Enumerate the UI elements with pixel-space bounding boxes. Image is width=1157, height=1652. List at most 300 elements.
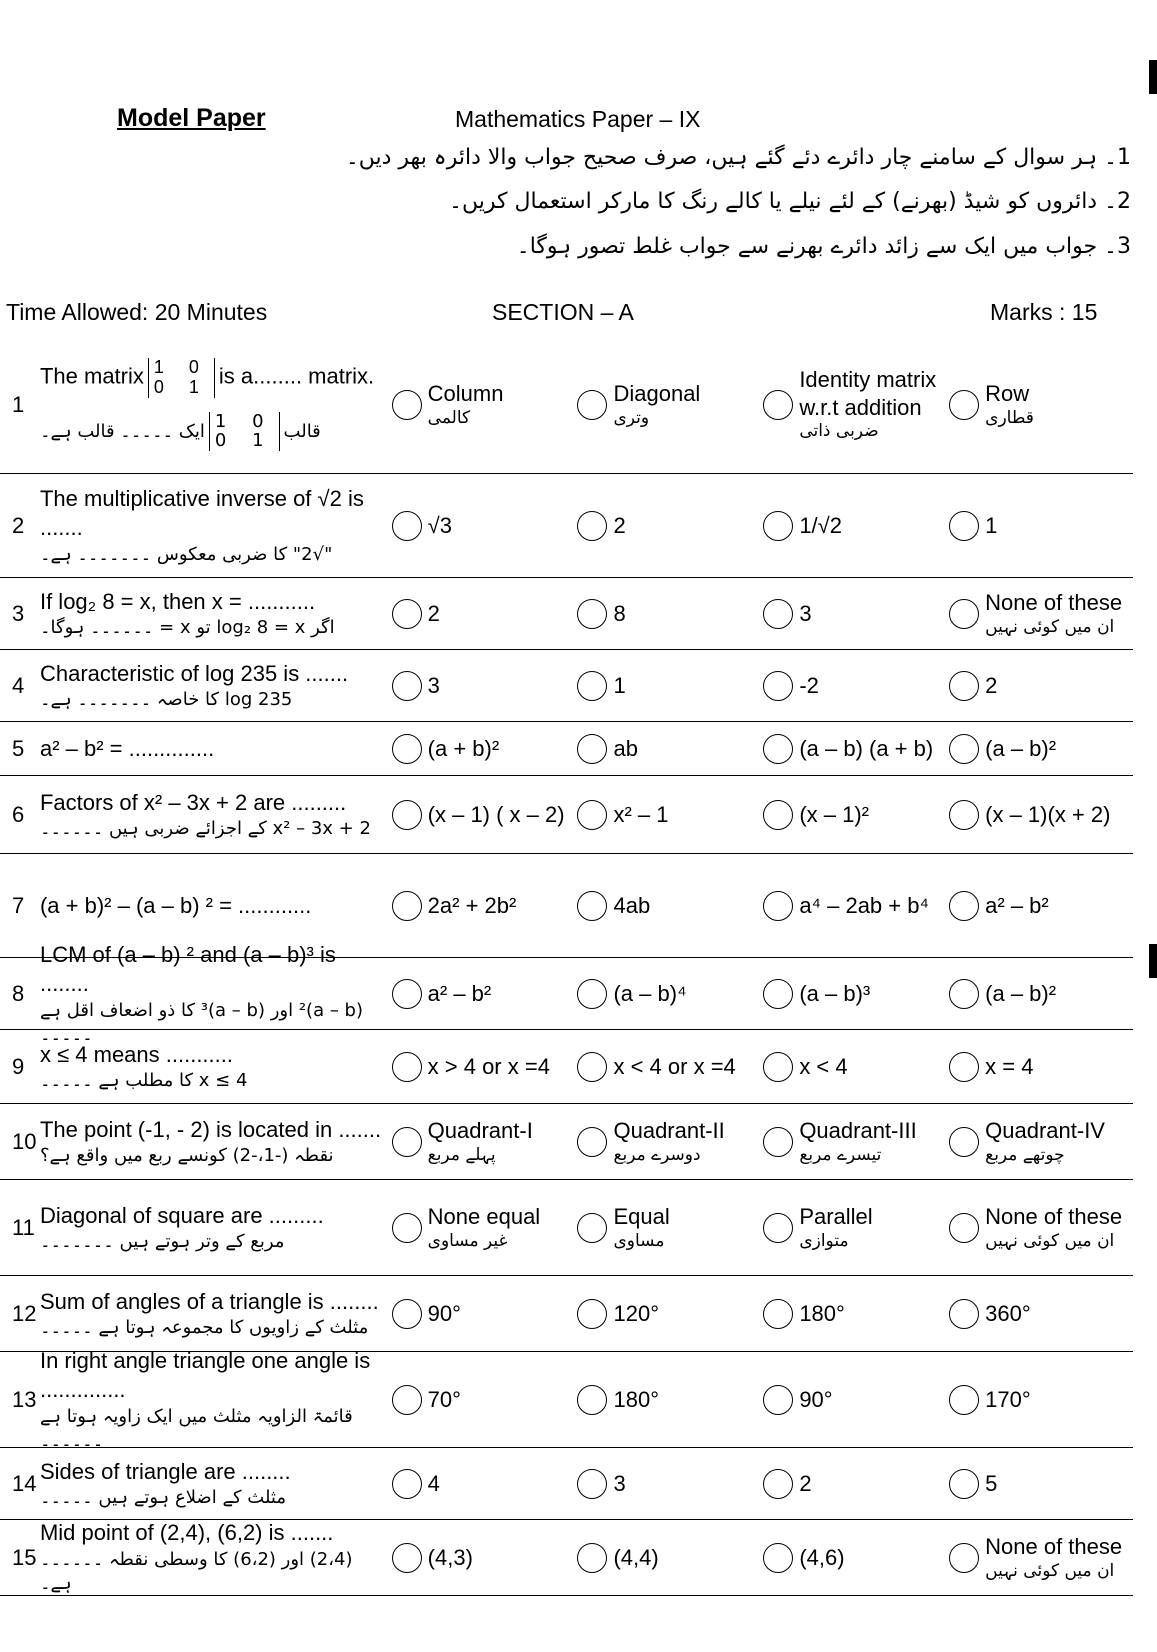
- answer-bubble[interactable]: [392, 1543, 422, 1573]
- answer-option[interactable]: [761, 979, 947, 1009]
- answer-option[interactable]: [761, 1299, 947, 1329]
- option-label: [428, 735, 500, 763]
- option-label: [799, 1117, 916, 1166]
- answer-option[interactable]: [575, 671, 761, 701]
- option-label: [799, 1203, 872, 1252]
- answer-option[interactable]: [947, 380, 1133, 429]
- question-number: 4: [12, 672, 25, 698]
- option-urdu: وتری: [613, 407, 650, 428]
- option-english: (a – b)²: [985, 980, 1057, 1006]
- answer-bubble[interactable]: [949, 390, 979, 420]
- option-label: [985, 1053, 1033, 1081]
- answer-option[interactable]: [947, 891, 1133, 921]
- answer-option[interactable]: [390, 734, 576, 764]
- option-label: [613, 1300, 659, 1328]
- answer-bubble[interactable]: [577, 671, 607, 701]
- answer-bubble[interactable]: [949, 1052, 979, 1082]
- answer-option[interactable]: [575, 734, 761, 764]
- answer-option[interactable]: [761, 1385, 947, 1415]
- option-english: a² – b²: [985, 892, 1049, 918]
- answer-option[interactable]: [575, 380, 761, 429]
- option-label: [428, 512, 452, 540]
- answer-bubble[interactable]: [392, 734, 422, 764]
- answer-bubble[interactable]: [949, 891, 979, 921]
- answer-option[interactable]: [761, 1469, 947, 1499]
- option-english: 120°: [613, 1300, 659, 1326]
- question-text: [40, 1518, 390, 1596]
- option-english: Parallel: [799, 1204, 873, 1230]
- answer-bubble[interactable]: [763, 1213, 793, 1243]
- answer-option[interactable]: [390, 1117, 576, 1166]
- option-english: (a – b)⁴: [613, 980, 687, 1006]
- option-english: 90°: [799, 1386, 833, 1412]
- answer-bubble[interactable]: [577, 1543, 607, 1573]
- answer-bubble[interactable]: [392, 1299, 422, 1329]
- option-label: [613, 1203, 669, 1252]
- option-english: Row: [985, 381, 1030, 407]
- option-english: x > 4 or x =4: [427, 1053, 550, 1079]
- answer-option[interactable]: [947, 1469, 1133, 1499]
- option-label: [428, 672, 440, 700]
- answer-option[interactable]: [947, 671, 1133, 701]
- answer-bubble[interactable]: [577, 1052, 607, 1082]
- option-english: x = 4: [985, 1053, 1034, 1079]
- option-label: [985, 512, 997, 540]
- answer-bubble[interactable]: [577, 800, 607, 830]
- question-english: a² – b² = ..............: [39, 735, 215, 761]
- answer-bubble[interactable]: [949, 1543, 979, 1573]
- answer-option[interactable]: [947, 1299, 1133, 1329]
- option-english: 2a² + 2b²: [427, 892, 517, 918]
- section-label: SECTION – A: [492, 299, 634, 325]
- option-label: [613, 380, 700, 429]
- question-number: 3: [12, 600, 25, 626]
- answer-bubble[interactable]: [949, 1127, 979, 1157]
- answer-bubble[interactable]: [949, 1385, 979, 1415]
- answer-bubble[interactable]: [392, 599, 422, 629]
- option-english: (4,6): [799, 1544, 845, 1570]
- option-label: [613, 980, 686, 1008]
- question-row: [0, 1347, 1133, 1452]
- option-urdu: دوسرے مربع: [613, 1144, 701, 1165]
- answer-option[interactable]: [947, 734, 1133, 764]
- question-number: 6: [12, 801, 25, 827]
- answer-option[interactable]: [390, 599, 576, 629]
- answer-option[interactable]: [575, 511, 761, 541]
- question-urdu-part: قالب: [283, 420, 321, 442]
- answer-bubble[interactable]: [763, 1299, 793, 1329]
- answer-option[interactable]: [761, 511, 947, 541]
- option-english: (x – 1)²: [799, 801, 869, 827]
- answer-option[interactable]: [390, 891, 576, 921]
- answer-bubble[interactable]: [577, 1469, 607, 1499]
- question-english: x ≤ 4 means ...........: [39, 1041, 233, 1067]
- question-urdu: مثلث کے زاویوں کا مجموعہ ہوتا ہے ۔۔۔۔۔: [39, 1317, 369, 1339]
- option-label: [799, 1470, 811, 1498]
- answer-option[interactable]: [947, 589, 1133, 638]
- answer-option[interactable]: [575, 599, 761, 629]
- option-english: 180°: [799, 1300, 845, 1326]
- answer-bubble[interactable]: [577, 1299, 607, 1329]
- question-english: Factors of x² – 3x + 2 are .........: [39, 789, 347, 815]
- question-number: 8: [12, 980, 25, 1006]
- option-urdu: متوازی: [799, 1230, 849, 1251]
- option-english: 170°: [985, 1386, 1031, 1412]
- time-allowed: Time Allowed: 20 Minutes: [6, 299, 268, 325]
- question-number: 11: [12, 1214, 35, 1240]
- option-label: [799, 512, 842, 540]
- question-english: The multiplicative inverse of √2 is .......: [39, 485, 364, 541]
- option-english: None of these: [985, 1204, 1123, 1230]
- question-english: In right angle triangle one angle is ..............: [39, 1347, 371, 1403]
- answer-option[interactable]: [761, 800, 947, 830]
- instruction-1: 1۔ ہر سوال کے سامنے چار دائرے دئے گئے ہیں، صرف صحیح جواب والا دائرہ بھر دیں۔: [345, 145, 1131, 170]
- option-english: x < 4: [799, 1053, 848, 1079]
- option-label: [613, 1544, 658, 1572]
- question-row: [0, 1030, 1133, 1104]
- question-text: [40, 659, 390, 713]
- option-english: 180°: [613, 1386, 659, 1412]
- question-row: [0, 722, 1133, 776]
- option-english: (x – 1)(x + 2): [985, 801, 1111, 827]
- answer-option[interactable]: [575, 1543, 761, 1573]
- question-urdu: مثلث کے اضلاع ہوتے ہیں ۔۔۔۔۔: [39, 1487, 286, 1509]
- option-english: a⁴ – 2ab + b⁴: [799, 892, 929, 918]
- question-text: [40, 1201, 390, 1255]
- answer-option[interactable]: [390, 380, 576, 429]
- answer-bubble[interactable]: [577, 734, 607, 764]
- option-english: x < 4 or x =4: [613, 1053, 736, 1079]
- question-number: 10: [12, 1128, 37, 1154]
- option-english: -2: [799, 672, 819, 698]
- question-english: Diagonal of square are .........: [39, 1202, 324, 1228]
- option-label: [985, 801, 1110, 829]
- option-label: [428, 980, 492, 1008]
- question-text: [40, 891, 390, 921]
- option-label: [613, 801, 668, 829]
- answer-bubble[interactable]: [763, 1385, 793, 1415]
- question-urdu: log 235 کا خاصہ ۔۔۔۔۔۔۔ ہے۔: [39, 689, 293, 711]
- answer-bubble[interactable]: [763, 1127, 793, 1157]
- option-label: [428, 1053, 550, 1081]
- option-english: 2: [985, 672, 998, 698]
- option-label: [799, 1544, 844, 1572]
- question-row: [0, 1520, 1133, 1596]
- question-text: [40, 1115, 390, 1169]
- answer-option[interactable]: [575, 1299, 761, 1329]
- option-label: [799, 801, 869, 829]
- option-label: [799, 1300, 845, 1328]
- option-label: [428, 1203, 541, 1252]
- answer-bubble[interactable]: [763, 1469, 793, 1499]
- question-text: [40, 1040, 390, 1094]
- option-urdu: کالمی: [427, 407, 471, 428]
- question-english: Sides of triangle are ........: [39, 1458, 291, 1484]
- matrix-row: 0 1: [153, 376, 209, 397]
- option-label: [428, 600, 440, 628]
- answer-bubble[interactable]: [577, 390, 607, 420]
- option-label: [613, 1117, 724, 1166]
- question-text: [40, 587, 390, 641]
- answer-option[interactable]: [761, 1203, 947, 1252]
- answer-option[interactable]: [390, 1385, 576, 1415]
- option-label: [613, 1386, 659, 1414]
- option-english: None equal: [427, 1204, 541, 1230]
- answer-bubble[interactable]: [949, 800, 979, 830]
- answer-option[interactable]: [947, 1385, 1133, 1415]
- answer-option[interactable]: [947, 1203, 1133, 1252]
- option-english: 360°: [985, 1300, 1031, 1326]
- paper-subject: Mathematics Paper – IX: [455, 106, 701, 132]
- answer-bubble[interactable]: [392, 1127, 422, 1157]
- answer-option[interactable]: [390, 979, 576, 1009]
- option-label: [985, 980, 1056, 1008]
- answer-bubble[interactable]: [392, 800, 422, 830]
- answer-bubble[interactable]: [392, 511, 422, 541]
- answer-bubble[interactable]: [392, 1052, 422, 1082]
- answer-bubble[interactable]: [949, 599, 979, 629]
- option-label: [428, 1117, 533, 1166]
- answer-bubble[interactable]: [763, 599, 793, 629]
- option-urdu: قطاری: [985, 407, 1034, 428]
- matrix: [209, 412, 280, 452]
- answer-option[interactable]: [390, 1543, 576, 1573]
- question-english-part: is a........ matrix.: [218, 363, 375, 389]
- answer-option[interactable]: [575, 979, 761, 1009]
- question-number: 13: [12, 1386, 37, 1412]
- answer-option[interactable]: [575, 800, 761, 830]
- answer-bubble[interactable]: [763, 800, 793, 830]
- answer-bubble[interactable]: [392, 1469, 422, 1499]
- answer-bubble[interactable]: [949, 511, 979, 541]
- answer-bubble[interactable]: [763, 671, 793, 701]
- answer-option[interactable]: [575, 1385, 761, 1415]
- option-english: (a – b) (a + b): [799, 735, 934, 761]
- option-label: [985, 380, 1034, 429]
- answer-bubble[interactable]: [949, 671, 979, 701]
- answer-bubble[interactable]: [763, 1543, 793, 1573]
- option-english: (a – b)³: [799, 980, 871, 1006]
- question-english: Sum of angles of a triangle is ........: [39, 1288, 379, 1314]
- answer-option[interactable]: [761, 1543, 947, 1573]
- answer-bubble[interactable]: [577, 1213, 607, 1243]
- question-urdu: "√2" کا ضربی معکوس ۔۔۔۔۔۔۔ ہے۔: [39, 544, 333, 566]
- answer-bubble[interactable]: [763, 511, 793, 541]
- question-urdu: [40, 412, 390, 452]
- answer-bubble[interactable]: [577, 979, 607, 1009]
- option-english: (a + b)²: [427, 735, 500, 761]
- question-english: LCM of (a – b) ² and (a – b)³ is ........: [39, 941, 336, 997]
- option-english: 1: [613, 672, 626, 698]
- question-english: Characteristic of log 235 is .......: [39, 660, 349, 686]
- question-english: Mid point of (2,4), (6,2) is .......: [39, 1520, 334, 1546]
- matrix-row: 1 0: [214, 410, 274, 432]
- answer-option[interactable]: [947, 979, 1133, 1009]
- option-english: ab: [613, 735, 638, 761]
- answer-option[interactable]: [761, 366, 947, 442]
- answer-option[interactable]: [947, 1117, 1133, 1166]
- option-english: 2: [799, 1470, 812, 1496]
- answer-bubble[interactable]: [763, 734, 793, 764]
- option-label: [428, 1386, 461, 1414]
- answer-option[interactable]: [947, 511, 1133, 541]
- answer-bubble[interactable]: [763, 979, 793, 1009]
- alignment-mark-bottom: [1149, 944, 1157, 978]
- question-english: [40, 358, 390, 398]
- instruction-2: 2۔ دائروں کو شیڈ (بھرنے) کے لئے نیلے یا کالے رنگ کا مارکر استعمال کریں۔: [449, 189, 1131, 214]
- answer-bubble[interactable]: [577, 599, 607, 629]
- option-english: None of these: [985, 590, 1123, 616]
- question-text: [40, 358, 390, 451]
- question-text: [40, 1457, 390, 1511]
- answer-option[interactable]: [390, 1203, 576, 1252]
- option-label: [985, 1203, 1122, 1252]
- answer-option[interactable]: [761, 599, 947, 629]
- answer-bubble[interactable]: [949, 734, 979, 764]
- answer-option[interactable]: [390, 1469, 576, 1499]
- instruction-3: 3۔ جواب میں ایک سے زائد دائرے بھرنے سے جواب غلط تصور ہوگا۔: [516, 234, 1131, 259]
- option-label: [428, 892, 517, 920]
- question-urdu: قائمۃ الزاویہ مثلث میں ایک زاویہ ہوتا ہے ۔۔۔۔۔۔: [39, 1405, 353, 1452]
- question-number: 15: [12, 1544, 37, 1570]
- answer-option[interactable]: [575, 1203, 761, 1252]
- answer-bubble[interactable]: [763, 1052, 793, 1082]
- answer-option[interactable]: [761, 1117, 947, 1166]
- question-urdu: (a – b)² اور (a – b)³ کا ذو اضعاف اقل ہے ۔۔۔۔۔: [39, 999, 363, 1046]
- option-urdu: تیسرے مربع: [799, 1144, 882, 1165]
- answer-bubble[interactable]: [392, 1213, 422, 1243]
- option-label: [613, 892, 650, 920]
- option-english: Column: [427, 381, 504, 407]
- question-table: [0, 336, 1133, 1596]
- answer-option[interactable]: [575, 1052, 761, 1082]
- question-english: (a + b)² – (a – b) ² = ............: [39, 892, 312, 918]
- option-urdu: ضربی ذاتی: [799, 421, 879, 442]
- option-urdu: غیر مساوی: [427, 1230, 508, 1251]
- question-number: 9: [12, 1053, 25, 1079]
- question-row: [0, 578, 1133, 650]
- option-english: a² – b²: [427, 980, 492, 1006]
- answer-option[interactable]: [761, 891, 947, 921]
- answer-option[interactable]: [390, 671, 576, 701]
- option-label: [985, 892, 1049, 920]
- answer-option[interactable]: [575, 1469, 761, 1499]
- answer-option[interactable]: [761, 671, 947, 701]
- option-label: [799, 892, 929, 920]
- option-english: Identity matrix w.r.t addition: [799, 367, 937, 420]
- option-english: (a – b)²: [985, 735, 1057, 761]
- option-label: [428, 380, 504, 429]
- option-label: [428, 1544, 473, 1572]
- question-row: [0, 941, 1133, 1046]
- option-english: 2: [427, 600, 440, 626]
- question-number: 12: [12, 1300, 37, 1326]
- answer-bubble[interactable]: [763, 390, 793, 420]
- answer-option[interactable]: [390, 511, 576, 541]
- answer-bubble[interactable]: [392, 979, 422, 1009]
- option-label: [613, 735, 637, 763]
- option-english: Quadrant-III: [799, 1118, 917, 1144]
- option-label: [985, 1386, 1031, 1414]
- question-row: [0, 474, 1133, 578]
- option-english: 70°: [427, 1386, 461, 1412]
- question-number: 7: [12, 892, 25, 918]
- option-label: [428, 1470, 440, 1498]
- answer-option[interactable]: [761, 734, 947, 764]
- answer-bubble[interactable]: [949, 1469, 979, 1499]
- option-english: 4: [427, 1470, 440, 1496]
- question-number: 5: [12, 735, 25, 761]
- option-english: Quadrant-I: [427, 1118, 533, 1144]
- option-urdu: مساوی: [613, 1230, 665, 1251]
- answer-bubble[interactable]: [392, 671, 422, 701]
- answer-bubble[interactable]: [949, 1213, 979, 1243]
- option-label: [985, 1117, 1105, 1166]
- answer-bubble[interactable]: [577, 891, 607, 921]
- option-english: (4,3): [427, 1544, 473, 1570]
- answer-option[interactable]: [947, 1533, 1133, 1582]
- option-label: [613, 512, 625, 540]
- matrix-row: 1 0: [153, 356, 209, 377]
- answer-option[interactable]: [575, 891, 761, 921]
- answer-option[interactable]: [761, 1052, 947, 1082]
- option-urdu: چوتھے مربع: [985, 1144, 1065, 1165]
- option-label: [613, 600, 625, 628]
- question-english-part: The matrix: [39, 363, 144, 389]
- answer-bubble[interactable]: [577, 1385, 607, 1415]
- answer-bubble[interactable]: [392, 891, 422, 921]
- option-label: [799, 1386, 832, 1414]
- answer-option[interactable]: [575, 1117, 761, 1166]
- answer-bubble[interactable]: [392, 1385, 422, 1415]
- question-number: 14: [12, 1470, 37, 1496]
- option-urdu: ان میں کوئی نہیں: [985, 616, 1115, 637]
- option-english: x² – 1: [613, 801, 669, 827]
- question-urdu: مربع کے وتر ہوتے ہیں ۔۔۔۔۔۔۔: [39, 1231, 285, 1253]
- option-label: [799, 600, 811, 628]
- option-label: [985, 672, 997, 700]
- option-english: 1: [985, 512, 998, 538]
- option-label: [799, 672, 819, 700]
- answer-bubble[interactable]: [577, 1127, 607, 1157]
- answer-option[interactable]: [390, 800, 576, 830]
- option-english: 1/√2: [799, 512, 842, 538]
- answer-option[interactable]: [947, 800, 1133, 830]
- answer-bubble[interactable]: [949, 979, 979, 1009]
- option-label: [985, 589, 1122, 638]
- answer-option[interactable]: [390, 1299, 576, 1329]
- answer-bubble[interactable]: [392, 390, 422, 420]
- option-urdu: ان میں کوئی نہیں: [985, 1560, 1115, 1581]
- option-label: [985, 735, 1056, 763]
- matrix: [148, 358, 215, 398]
- option-label: [613, 1053, 735, 1081]
- answer-option[interactable]: [390, 1052, 576, 1082]
- answer-option[interactable]: [947, 1052, 1133, 1082]
- option-label: [985, 1533, 1122, 1582]
- answer-bubble[interactable]: [949, 1299, 979, 1329]
- option-label: [428, 1300, 461, 1328]
- question-text: [40, 1346, 390, 1454]
- answer-bubble[interactable]: [577, 511, 607, 541]
- question-number: 1: [12, 391, 25, 417]
- option-label: [799, 1053, 847, 1081]
- question-text: [40, 788, 390, 842]
- option-english: 8: [613, 600, 626, 626]
- question-row: [0, 776, 1133, 854]
- answer-bubble[interactable]: [763, 891, 793, 921]
- question-number: 2: [12, 512, 25, 538]
